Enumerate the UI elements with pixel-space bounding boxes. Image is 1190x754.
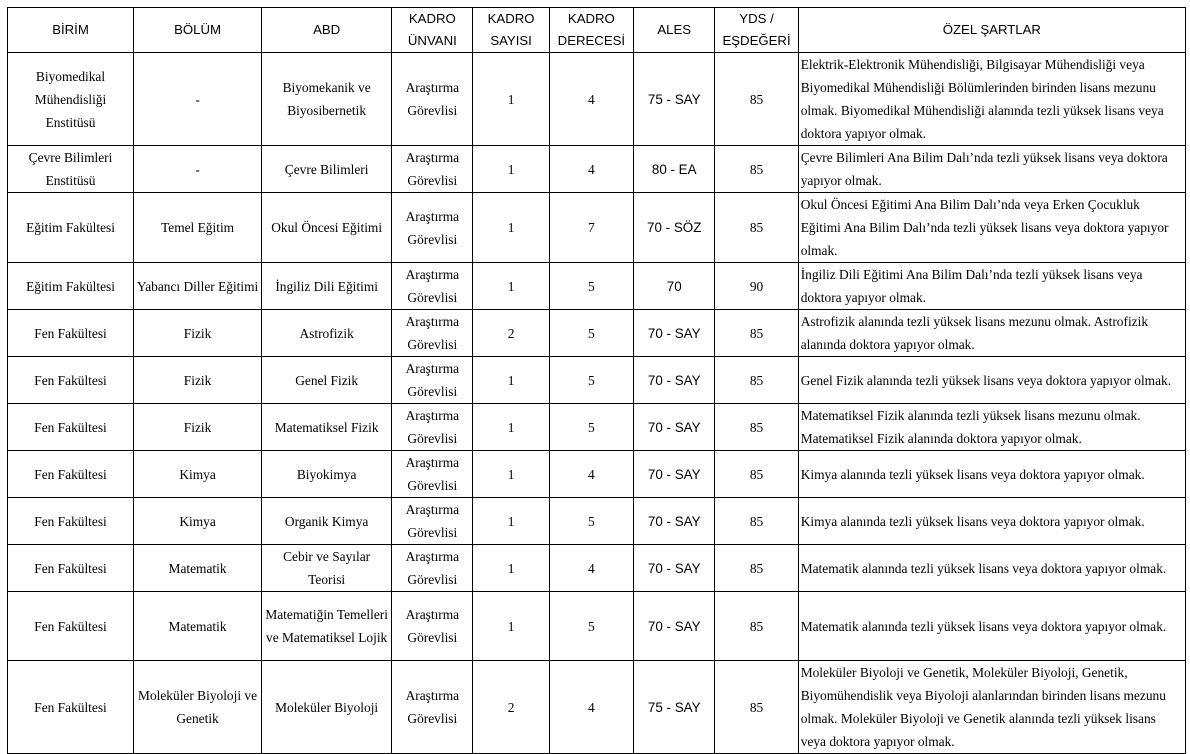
table-row (8, 53, 1186, 146)
cell-unvan: Araştırma Görevlisi (392, 263, 473, 310)
header-kadro-unvani: KADRO ÜNVANI (392, 8, 473, 53)
cell-sayi: 2 (473, 310, 549, 357)
table-row (8, 193, 1186, 263)
cell-sayi: 1 (473, 263, 549, 310)
cell-abd: Organik Kimya (262, 498, 392, 545)
cell-birim: Biyomedikal Mühendisliği Enstitüsü (8, 53, 134, 146)
header-ales: ALES (634, 8, 715, 53)
position-table (7, 7, 1186, 754)
cell-birim: Fen Fakültesi (8, 404, 134, 451)
cell-bolum: Kimya (134, 498, 262, 545)
cell-abd: Moleküler Biyoloji (262, 661, 392, 754)
cell-yds: 85 (715, 661, 798, 754)
cell-ozel-sart: Matematiksel Fizik alanında tezli yüksek lisans mezunu olmak. Matematiksel Fizik alanında doktora yapıyor olmak. (798, 404, 1185, 451)
cell-sayi: 1 (473, 498, 549, 545)
cell-unvan: Araştırma Görevlisi (392, 193, 473, 263)
cell-abd: Okul Öncesi Eğitimi (262, 193, 392, 263)
cell-unvan: Araştırma Görevlisi (392, 404, 473, 451)
cell-derece: 5 (549, 357, 633, 404)
cell-ozel-sart: Astrofizik alanında tezli yüksek lisans mezunu olmak. Astrofizik alanında doktora yapıyor olmak. (798, 310, 1185, 357)
cell-bolum: - (134, 146, 262, 193)
cell-yds: 85 (715, 357, 798, 404)
cell-yds: 85 (715, 146, 798, 193)
header-abd: ABD (262, 8, 392, 53)
cell-birim: Fen Fakültesi (8, 451, 134, 498)
cell-ozel-sart: Çevre Bilimleri Ana Bilim Dalı’nda tezli yüksek lisans veya doktora yapıyor olmak. (798, 146, 1185, 193)
cell-bolum: Matematik (134, 592, 262, 661)
cell-derece: 5 (549, 310, 633, 357)
cell-sayi: 1 (473, 146, 549, 193)
cell-unvan: Araştırma Görevlisi (392, 310, 473, 357)
cell-ozel-sart: İngiliz Dili Eğitimi Ana Bilim Dalı’nda tezli yüksek lisans veya doktora yapıyor olmak. (798, 263, 1185, 310)
cell-bolum: Yabancı Diller Eğitimi (134, 263, 262, 310)
cell-unvan: Araştırma Görevlisi (392, 53, 473, 146)
cell-abd: Matematiksel Fizik (262, 404, 392, 451)
table-row (8, 404, 1186, 451)
cell-abd: Genel Fizik (262, 357, 392, 404)
cell-ales: 70 (634, 263, 715, 310)
cell-bolum: Kimya (134, 451, 262, 498)
cell-sayi: 1 (473, 545, 549, 592)
cell-sayi: 1 (473, 404, 549, 451)
cell-bolum: Temel Eğitim (134, 193, 262, 263)
cell-unvan: Araştırma Görevlisi (392, 357, 473, 404)
cell-ales: 70 - SAY (634, 310, 715, 357)
cell-yds: 85 (715, 545, 798, 592)
cell-ales: 70 - SAY (634, 451, 715, 498)
cell-ozel-sart: Kimya alanında tezli yüksek lisans veya doktora yapıyor olmak. (798, 498, 1185, 545)
cell-birim: Fen Fakültesi (8, 310, 134, 357)
cell-unvan: Araştırma Görevlisi (392, 146, 473, 193)
cell-birim: Fen Fakültesi (8, 357, 134, 404)
cell-birim: Eğitim Fakültesi (8, 263, 134, 310)
cell-birim: Fen Fakültesi (8, 498, 134, 545)
table-row (8, 451, 1186, 498)
table-row (8, 498, 1186, 545)
cell-ozel-sart: Elektrik-Elektronik Mühendisliği, Bilgisayar Mühendisliği veya Biyomedikal Mühendisliği Bölümlerinden birinden lisans mezunu olmak. Biyomedikal Mühendisliği alanında tezli yüksek lisans veya doktora yapıyor olmak. (798, 53, 1185, 146)
cell-yds: 85 (715, 53, 798, 146)
cell-abd: İngiliz Dili Eğitimi (262, 263, 392, 310)
cell-ozel-sart: Genel Fizik alanında tezli yüksek lisans veya doktora yapıyor olmak. (798, 357, 1185, 404)
table-row (8, 545, 1186, 592)
cell-ozel-sart: Kimya alanında tezli yüksek lisans veya doktora yapıyor olmak. (798, 451, 1185, 498)
header-bolum: BÖLÜM (134, 8, 262, 53)
header-kadro-derecesi: KADRO DERECESİ (549, 8, 633, 53)
cell-sayi: 2 (473, 661, 549, 754)
table-row (8, 263, 1186, 310)
table-row (8, 592, 1186, 661)
cell-derece: 4 (549, 661, 633, 754)
cell-ozel-sart: Okul Öncesi Eğitimi Ana Bilim Dalı’nda veya Erken Çocukluk Eğitimi Ana Bilim Dalı’nda tezli yüksek lisans veya doktora yapıyor olmak. (798, 193, 1185, 263)
cell-ales: 80 - EA (634, 146, 715, 193)
cell-yds: 90 (715, 263, 798, 310)
cell-ozel-sart: Matematik alanında tezli yüksek lisans veya doktora yapıyor olmak. (798, 545, 1185, 592)
cell-ales: 75 - SAY (634, 53, 715, 146)
header-birim: BİRİM (8, 8, 134, 53)
cell-derece: 7 (549, 193, 633, 263)
cell-abd: Cebir ve Sayılar Teorisi (262, 545, 392, 592)
cell-derece: 5 (549, 592, 633, 661)
cell-unvan: Araştırma Görevlisi (392, 451, 473, 498)
cell-unvan: Araştırma Görevlisi (392, 592, 473, 661)
table-row (8, 310, 1186, 357)
cell-ales: 70 - SAY (634, 404, 715, 451)
cell-ales: 75 - SAY (634, 661, 715, 754)
cell-abd: Biyokimya (262, 451, 392, 498)
header-row (8, 8, 1186, 53)
cell-ozel-sart: Moleküler Biyoloji ve Genetik, Moleküler Biyoloji, Genetik, Biyomühendislik veya Biyoloji alanlarından birinden lisans mezunu olmak. Moleküler Biyoloji ve Genetik alanında tezli yüksek lisans veya doktora yapıyor olmak. (798, 661, 1185, 754)
header-yds: YDS / EŞDEĞERİ (715, 8, 798, 53)
cell-derece: 4 (549, 146, 633, 193)
cell-yds: 85 (715, 592, 798, 661)
cell-sayi: 1 (473, 357, 549, 404)
cell-ozel-sart: Matematik alanında tezli yüksek lisans veya doktora yapıyor olmak. (798, 592, 1185, 661)
cell-abd: Astrofizik (262, 310, 392, 357)
cell-bolum: Fizik (134, 404, 262, 451)
cell-yds: 85 (715, 498, 798, 545)
cell-unvan: Araştırma Görevlisi (392, 498, 473, 545)
cell-yds: 85 (715, 310, 798, 357)
cell-yds: 85 (715, 193, 798, 263)
cell-sayi: 1 (473, 451, 549, 498)
cell-birim: Çevre Bilimleri Enstitüsü (8, 146, 134, 193)
cell-abd: Biyomekanik ve Biyosibernetik (262, 53, 392, 146)
cell-bolum: Moleküler Biyoloji ve Genetik (134, 661, 262, 754)
table-row (8, 661, 1186, 754)
cell-bolum: Matematik (134, 545, 262, 592)
cell-sayi: 1 (473, 53, 549, 146)
table-row (8, 357, 1186, 404)
cell-bolum: Fizik (134, 357, 262, 404)
cell-abd: Çevre Bilimleri (262, 146, 392, 193)
header-kadro-sayisi: KADRO SAYISI (473, 8, 549, 53)
cell-yds: 85 (715, 451, 798, 498)
cell-derece: 5 (549, 263, 633, 310)
table-row (8, 146, 1186, 193)
cell-unvan: Araştırma Görevlisi (392, 545, 473, 592)
cell-ales: 70 - SAY (634, 498, 715, 545)
cell-ales: 70 - SAY (634, 592, 715, 661)
cell-derece: 5 (549, 498, 633, 545)
cell-unvan: Araştırma Görevlisi (392, 661, 473, 754)
cell-sayi: 1 (473, 592, 549, 661)
cell-derece: 4 (549, 53, 633, 146)
cell-derece: 4 (549, 451, 633, 498)
cell-ales: 70 - SAY (634, 545, 715, 592)
cell-bolum: Fizik (134, 310, 262, 357)
cell-ales: 70 - SÖZ (634, 193, 715, 263)
cell-yds: 85 (715, 404, 798, 451)
cell-birim: Eğitim Fakültesi (8, 193, 134, 263)
cell-sayi: 1 (473, 193, 549, 263)
cell-derece: 5 (549, 404, 633, 451)
header-ozel-sartlar: ÖZEL ŞARTLAR (798, 8, 1185, 53)
cell-abd: Matematiğin Temelleri ve Matematiksel Lojik (262, 592, 392, 661)
cell-derece: 4 (549, 545, 633, 592)
cell-birim: Fen Fakültesi (8, 592, 134, 661)
cell-birim: Fen Fakültesi (8, 545, 134, 592)
cell-birim: Fen Fakültesi (8, 661, 134, 754)
cell-ales: 70 - SAY (634, 357, 715, 404)
cell-bolum: - (134, 53, 262, 146)
